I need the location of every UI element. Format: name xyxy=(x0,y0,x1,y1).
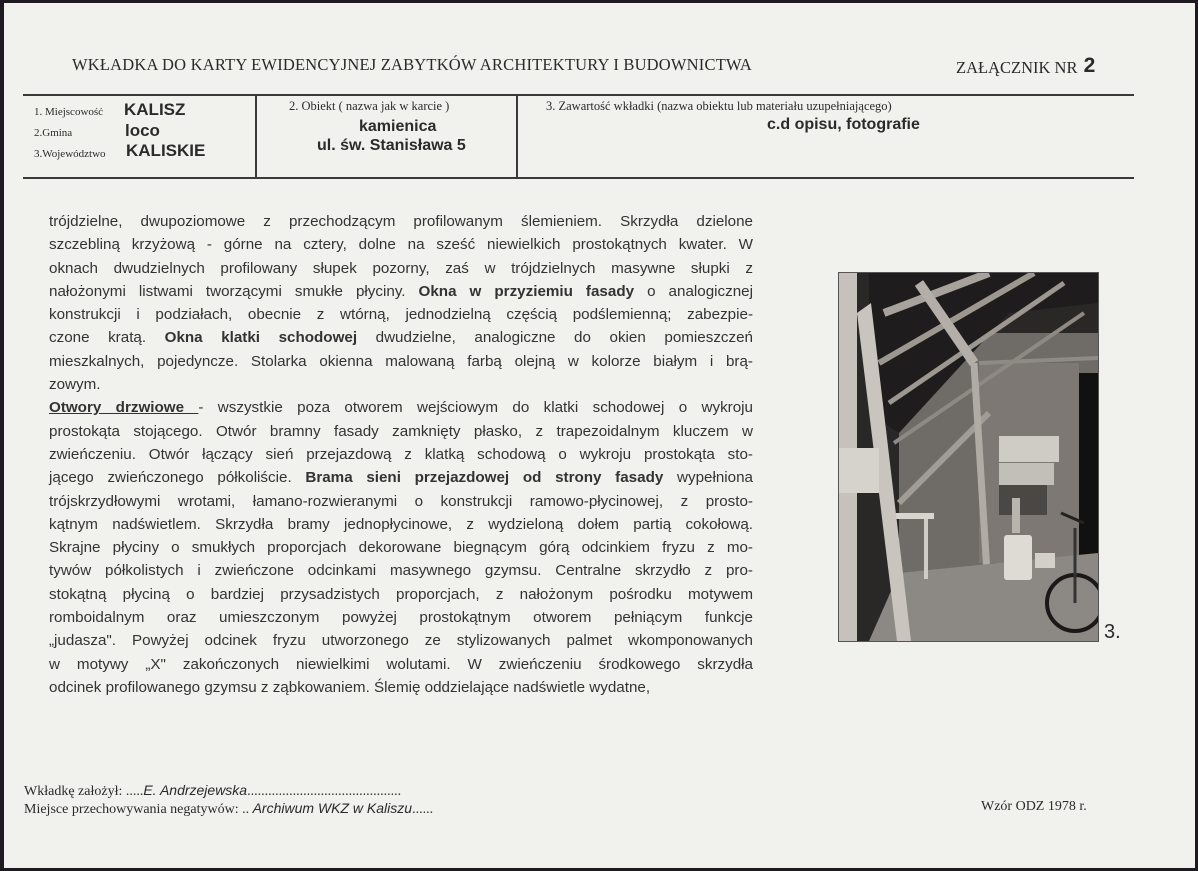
text-run: oknach dwudzielnych profilowany słupek pozorny, zaś w trójdzielnych masywne słupki z xyxy=(49,259,753,277)
attachment-label xyxy=(956,55,1095,79)
text-line xyxy=(49,373,753,396)
document-page xyxy=(4,3,1195,868)
text-line xyxy=(49,490,753,513)
gmina-value: loco xyxy=(125,121,160,140)
negatives-label: Miejsce przechowywania negatywów: .. xyxy=(24,802,253,817)
attic-photo xyxy=(838,272,1099,642)
object-name: kamienica xyxy=(359,118,437,135)
text-line xyxy=(49,629,753,652)
header-bottom-rule xyxy=(23,177,1134,179)
attic-photo-image xyxy=(839,273,1098,641)
text-run: o analogicznej xyxy=(634,282,753,300)
text-run: mieszkalnych, pojedyncze. Stolarka okienna malowaną farbą olejną w kolorze białym i brą- xyxy=(49,352,753,370)
text-line xyxy=(49,583,753,606)
text-run: trójskrzydłowymi wrotami, łamano-rozwieranymi o konstrukcji ramowo-płycinowej, z prosto- xyxy=(49,492,753,510)
bold-heading: Okna w przyziemiu fasady xyxy=(418,282,635,300)
bold-heading: Okna klatki schodowej xyxy=(164,329,358,347)
text-run: trójdzielne, dwupoziomowe z przechodzącym profilowanym ślemieniem. Skrzydła dzielone xyxy=(49,213,753,230)
column-divider-1 xyxy=(255,95,257,177)
bold-heading: Brama sieni przejazdowej od strony fasady xyxy=(305,469,664,487)
text-line xyxy=(49,280,753,303)
text-line xyxy=(49,350,753,373)
text-run: nałożonymi listwami tworzącymi smukłe płyciny. xyxy=(49,282,419,300)
author-label: Wkładkę założył: ..... xyxy=(24,784,144,799)
attachment-number: 2 xyxy=(1083,54,1096,77)
text-line xyxy=(49,606,753,629)
text-run: szczebliną krzyżową - górne na cztery, dolne na sześć niewielkich prostokątnych kwater. W xyxy=(49,236,753,254)
description-text xyxy=(49,210,753,699)
author-dots: ............................................ xyxy=(247,784,402,799)
text-line xyxy=(49,513,753,536)
negatives-line xyxy=(24,800,433,818)
text-run: odcinek profilowanego gzymsu z ząbkowaniem. Ślemię oddzielające nadświetle wydatne, xyxy=(49,678,651,696)
text-line xyxy=(49,536,753,559)
text-run: prostokąta stojącego. Otwór bramny fasady zamknięty płasko, z trapezoidalnym kluczem w xyxy=(49,422,753,440)
text-line xyxy=(49,676,753,699)
text-run: kątnym nadświetlem. Skrzydła bramy jednopłycinowe, z wydzieloną dołem partią cokołową. xyxy=(49,515,753,533)
photo-number: 3. xyxy=(1104,621,1121,643)
negatives-dots: ...... xyxy=(412,802,434,817)
negatives-value: Archiwum WKZ w Kaliszu xyxy=(252,800,413,816)
wojewodztwo-label: 3.Województwo xyxy=(34,148,106,160)
text-run: wypełniona xyxy=(663,469,753,487)
object-address: ul. św. Stanisława 5 xyxy=(317,137,466,154)
contents-value: c.d opisu, fotografie xyxy=(767,116,920,133)
author-value: E. Andrzejewska xyxy=(143,782,248,798)
text-line xyxy=(49,420,753,443)
wojewodztwo-value: KALISKIE xyxy=(126,141,206,160)
text-run: - wszystkie poza otworem wejściowym do klatki schodowej o wykroju xyxy=(198,399,754,417)
text-run: tywów półkolistych i zwieńczone odcinkami masywnego gzymsu. Centralne skrzydło z pro- xyxy=(49,562,753,580)
object-label: 2. Obiekt ( nazwa jak w karcie ) xyxy=(289,99,450,113)
column-divider-2 xyxy=(516,95,518,177)
text-run: zowym. xyxy=(49,376,101,394)
author-line xyxy=(24,782,401,800)
text-run: Skrajne płyciny o smukłych proporcjach dekorowane biegnącym górą odcinkiem fryzu z mo- xyxy=(49,539,753,557)
text-run: konstrukcji i podziałach, obecnie z wtórną, jednodzielną częścią podślemienną; zabezpie- xyxy=(49,306,753,324)
text-run: romboidalnym oraz umieszczonym powyżej prostokątnym otworem pełniącym funkcje xyxy=(49,609,753,627)
text-run: czone kratą. xyxy=(49,329,165,347)
text-line xyxy=(49,326,753,349)
miejscowosc-value: KALISZ xyxy=(124,100,186,119)
text-line xyxy=(49,466,753,489)
text-line xyxy=(49,210,753,233)
document-title: WKŁADKA DO KARTY EWIDENCYJNEJ ZABYTKÓW ARCHITEKTURY I BUDOWNICTWA xyxy=(72,55,753,74)
header-top-rule xyxy=(23,94,1134,96)
gmina-label: 2.Gmina xyxy=(34,127,73,139)
text-line xyxy=(49,233,753,256)
text-line xyxy=(49,257,753,280)
text-run: stokątną płyciną o bardziej przysadzistych proporcjach, z nałożonym pośrodku motywem xyxy=(49,585,753,603)
text-run: dwudzielne, analogiczne do okien pomieszczeń xyxy=(357,329,753,347)
text-line xyxy=(49,653,753,676)
text-line xyxy=(49,303,753,326)
text-line xyxy=(49,443,753,466)
miejscowosc-label: 1. Miejscowość xyxy=(34,106,104,118)
template-version: Wzór ODZ 1978 r. xyxy=(981,799,1087,814)
section-heading: Otwory drzwiowe xyxy=(49,399,199,417)
text-run: „judasza". Powyżej odcinek fryzu utworzonego ze stylizowanych palmet wkomponowanych xyxy=(49,632,753,650)
text-line xyxy=(49,396,753,419)
contents-label: 3. Zawartość wkładki (nazwa obiektu lub materiału uzupełniającego) xyxy=(546,99,892,113)
attachment-label-text: ZAŁĄCZNIK NR xyxy=(956,58,1078,77)
text-line xyxy=(49,559,753,582)
text-run: jącego zwieńczonego półkoliście. xyxy=(49,469,306,487)
text-run: zwieńczeniu. Otwór łączący sień przejazdową z klatką schodową o wykroju prostokąta sto- xyxy=(49,445,753,463)
text-run: w motywy „X" zakończonych niewielkimi wolutami. W zwieńczeniu środkowego skrzydła xyxy=(49,655,753,673)
